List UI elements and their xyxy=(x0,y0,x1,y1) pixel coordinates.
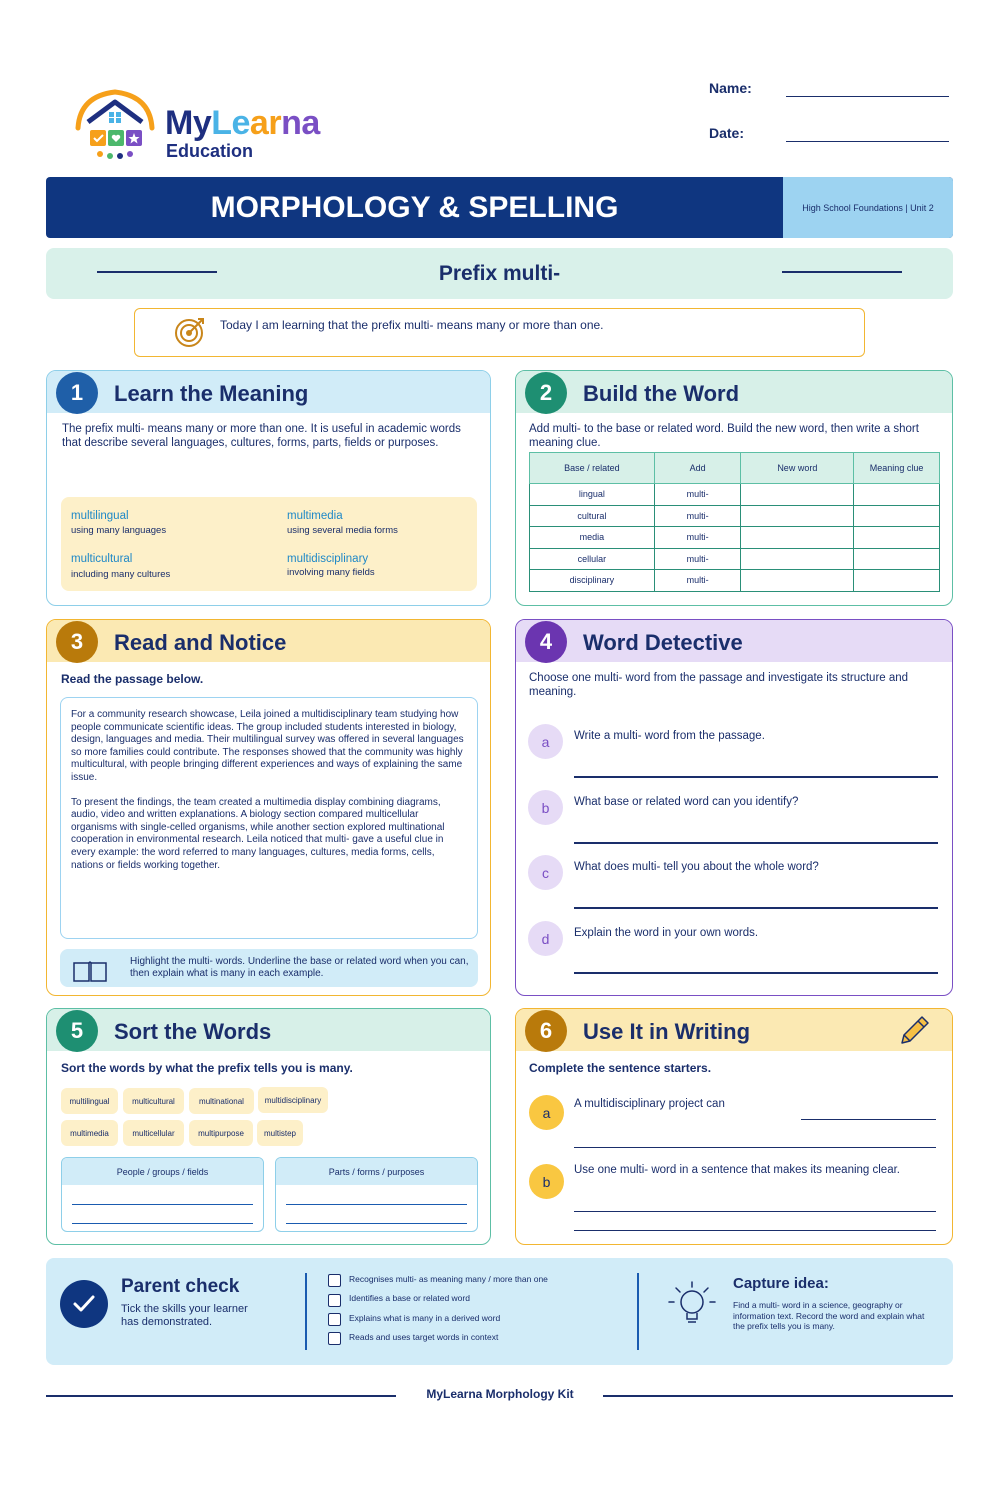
logo-subtitle: Education xyxy=(166,141,254,161)
word-chip[interactable]: multimedia xyxy=(61,1120,118,1146)
card-word-detective xyxy=(515,619,953,996)
table-row xyxy=(530,505,940,527)
sort-line[interactable] xyxy=(286,1204,467,1205)
answer-line[interactable] xyxy=(574,972,938,974)
card-title: Read and Notice xyxy=(114,630,287,655)
base-cell: disciplinary xyxy=(530,570,655,592)
skill-checkbox[interactable] xyxy=(328,1274,341,1287)
column-header: Meaning clue xyxy=(854,453,940,484)
vocab-definition: using several media forms xyxy=(287,525,398,536)
skill-label: Explains what is many in a derived word xyxy=(349,1313,501,1323)
prefix-rule-right xyxy=(782,271,902,273)
question-text: Write a multi- word from the passage. xyxy=(574,730,765,742)
divider xyxy=(637,1273,639,1350)
card-instruction: Complete the sentence starters. xyxy=(529,1061,712,1075)
prefix-title: Prefix multi- xyxy=(438,261,561,285)
vocab-word: multicultural xyxy=(71,553,133,565)
question-text: Explain the word in your own words. xyxy=(574,927,759,939)
base-cell: cultural xyxy=(530,505,655,527)
base-cell: cellular xyxy=(530,548,655,570)
table-row xyxy=(530,570,940,592)
sort-column-header: People / groups / fields xyxy=(62,1158,263,1185)
name-field-line[interactable] xyxy=(786,96,949,97)
table-row xyxy=(530,548,940,570)
vocab-panel xyxy=(61,497,477,591)
word-chip[interactable]: multistep xyxy=(257,1120,303,1146)
card-title: Word Detective xyxy=(583,630,743,655)
new-word-cell[interactable] xyxy=(741,548,854,570)
card-header xyxy=(516,620,952,662)
capture-text: Find a multi- word in a science, geography or information text. Record the word and explain what the prefix tells you is many. xyxy=(733,1300,925,1331)
add-cell: multi- xyxy=(654,527,741,549)
card-build-word xyxy=(515,370,953,606)
vocab-definition: including many cultures xyxy=(71,569,171,580)
answer-line[interactable] xyxy=(574,776,938,778)
title-bar xyxy=(46,177,953,238)
answer-line[interactable] xyxy=(574,1147,936,1148)
parent-check-subtitle: Tick the skills your learner has demonstrated. xyxy=(121,1303,248,1328)
vocab-word: multidisciplinary xyxy=(287,553,369,565)
sort-column-parts[interactable] xyxy=(275,1157,478,1232)
lightbulb-icon xyxy=(666,1278,718,1330)
skill-label: Identifies a base or related word xyxy=(349,1293,470,1303)
parent-check-panel xyxy=(46,1258,953,1365)
card-header xyxy=(47,1009,490,1051)
checkmark-icon xyxy=(60,1280,108,1328)
new-word-cell[interactable] xyxy=(741,570,854,592)
card-sort-words xyxy=(46,1008,491,1245)
skill-checkbox[interactable] xyxy=(328,1294,341,1307)
unit-label: High School Foundations | Unit 2 xyxy=(783,177,953,238)
answer-line[interactable] xyxy=(574,1230,936,1231)
base-cell: media xyxy=(530,527,655,549)
card-intro: The prefix multi- means many or more than one. It is useful in academic words that describe several languages, cultures, forms, parts, fields or purposes. xyxy=(62,423,461,449)
date-label: Date: xyxy=(709,125,745,141)
card-instruction: Read the passage below. xyxy=(61,672,204,686)
sort-line[interactable] xyxy=(72,1223,253,1224)
card-learn-meaning xyxy=(46,370,491,606)
step-number: 5 xyxy=(56,1010,98,1052)
card-title: Build the Word xyxy=(583,381,740,406)
answer-line[interactable] xyxy=(574,842,938,844)
meaning-clue-cell[interactable] xyxy=(854,570,940,592)
card-intro: Choose one multi- word from the passage and investigate its structure and meaning. xyxy=(529,672,909,698)
skill-checkbox[interactable] xyxy=(328,1313,341,1326)
step-number: 1 xyxy=(56,372,98,414)
new-word-cell[interactable] xyxy=(741,527,854,549)
word-chip[interactable]: multipurpose xyxy=(189,1120,253,1146)
question-letter: b xyxy=(528,790,563,825)
vocab-definition: involving many fields xyxy=(287,567,375,578)
sort-column-people[interactable] xyxy=(61,1157,264,1232)
column-header: Add xyxy=(654,453,741,484)
meaning-clue-cell[interactable] xyxy=(854,548,940,570)
item-text: A multidisciplinary project can xyxy=(574,1098,725,1110)
reading-passage xyxy=(60,697,478,939)
new-word-cell[interactable] xyxy=(741,505,854,527)
footer-rule-right xyxy=(603,1395,953,1397)
logo-wordmark: MyLearna xyxy=(165,104,320,142)
card-read-notice xyxy=(46,619,491,996)
word-chip[interactable]: multidisciplinary xyxy=(258,1087,328,1113)
step-number: 4 xyxy=(525,621,567,663)
capture-title: Capture idea: xyxy=(733,1275,829,1292)
answer-line[interactable] xyxy=(574,907,938,909)
card-instruction: Sort the words by what the prefix tells you is many. xyxy=(61,1061,353,1075)
item-letter: b xyxy=(529,1164,564,1199)
item-text: Use one multi- word in a sentence that makes its meaning clear. xyxy=(574,1164,900,1176)
card-use-writing xyxy=(515,1008,953,1245)
card-title: Sort the Words xyxy=(114,1019,272,1044)
word-chip[interactable]: multinational xyxy=(189,1088,254,1114)
passage-paragraph: For a community research showcase, Leila joined a multidisciplinary team studying how people communicate scientific ideas. The group included students interested in biology, design, languages and media. Their multilingual survey was offered in several languages so more families could contribute. The responses showed that the community was highly multicultural, with people bringing different experiences and ways of explaining the same issue. xyxy=(71,709,464,783)
open-book-icon xyxy=(72,960,108,984)
meaning-clue-cell[interactable] xyxy=(854,484,940,506)
table-row xyxy=(530,484,940,506)
pencil-icon xyxy=(896,1013,932,1049)
card-header xyxy=(47,371,490,413)
meaning-clue-cell[interactable] xyxy=(854,505,940,527)
step-number: 2 xyxy=(525,372,567,414)
add-cell: multi- xyxy=(654,570,741,592)
item-letter: a xyxy=(529,1095,564,1130)
question-text: What base or related word can you identify? xyxy=(574,796,799,808)
card-intro: Add multi- to the base or related word. Build the new word, then write a short meaning clue. xyxy=(529,423,919,449)
column-header: New word xyxy=(741,453,854,484)
tip-text: Highlight the multi- words. Underline the base or related word when you can, then explain what is many in each example. xyxy=(130,956,469,979)
learning-goal xyxy=(134,308,865,357)
vocab-word: multilingual xyxy=(71,510,129,522)
name-label: Name: xyxy=(709,80,752,96)
question-letter: c xyxy=(528,855,563,890)
passage-tip xyxy=(60,949,478,987)
parent-check-title: Parent check xyxy=(121,1276,240,1297)
question-text: What does multi- tell you about the whole word? xyxy=(574,861,819,873)
card-header xyxy=(516,1009,952,1051)
card-title: Use It in Writing xyxy=(583,1019,751,1044)
skill-checkbox[interactable] xyxy=(328,1332,341,1345)
word-chip[interactable]: multicellular xyxy=(123,1120,184,1146)
question-letter: d xyxy=(528,921,563,956)
new-word-cell[interactable] xyxy=(741,484,854,506)
sort-line[interactable] xyxy=(72,1204,253,1205)
sort-column-header: Parts / forms / purposes xyxy=(276,1158,477,1185)
date-field-line[interactable] xyxy=(786,141,949,142)
answer-line[interactable] xyxy=(574,1211,936,1212)
word-chip[interactable]: multilingual xyxy=(61,1088,118,1114)
divider xyxy=(305,1273,307,1350)
add-cell: multi- xyxy=(654,505,741,527)
card-header xyxy=(516,371,952,413)
column-header: Base / related xyxy=(530,453,655,484)
add-cell: multi- xyxy=(654,548,741,570)
step-number: 6 xyxy=(525,1010,567,1052)
passage-text xyxy=(71,709,467,872)
base-cell: lingual xyxy=(530,484,655,506)
logo-house-icon xyxy=(70,84,160,166)
learning-goal-text: Today I am learning that the prefix multi- means many or more than one. xyxy=(220,318,604,332)
card-header xyxy=(47,620,490,662)
sort-line[interactable] xyxy=(286,1223,467,1224)
passage-paragraph: To present the findings, the team created a multimedia display combining diagrams, audio, video and written explanations. A biology section compared multicellular organisms with single-celled organisms, while another section explored multinational cooperation in environmental research. Leila noticed that multi- gave a useful clue in every example: the word referred to many languages, cultures, media forms, cells, nations or fields working together. xyxy=(71,796,445,871)
answer-line[interactable] xyxy=(801,1119,936,1120)
build-word-table xyxy=(529,452,940,592)
prefix-banner xyxy=(46,248,953,299)
skill-label: Reads and uses target words in context xyxy=(349,1332,499,1342)
question-letter: a xyxy=(528,724,563,759)
target-icon xyxy=(173,315,207,349)
add-cell: multi- xyxy=(654,484,741,506)
card-title: Learn the Meaning xyxy=(114,381,309,406)
vocab-definition: using many languages xyxy=(71,525,167,536)
table-row xyxy=(530,527,940,549)
meaning-clue-cell[interactable] xyxy=(854,527,940,549)
vocab-word: multimedia xyxy=(287,510,343,522)
step-number: 3 xyxy=(56,621,98,663)
word-chip[interactable]: multicultural xyxy=(123,1088,184,1114)
page-title: MORPHOLOGY & SPELLING xyxy=(210,190,619,224)
skill-label: Recognises multi- as meaning many / more than one xyxy=(349,1274,548,1284)
footer-text: MyLearna Morphology Kit xyxy=(426,1387,574,1401)
